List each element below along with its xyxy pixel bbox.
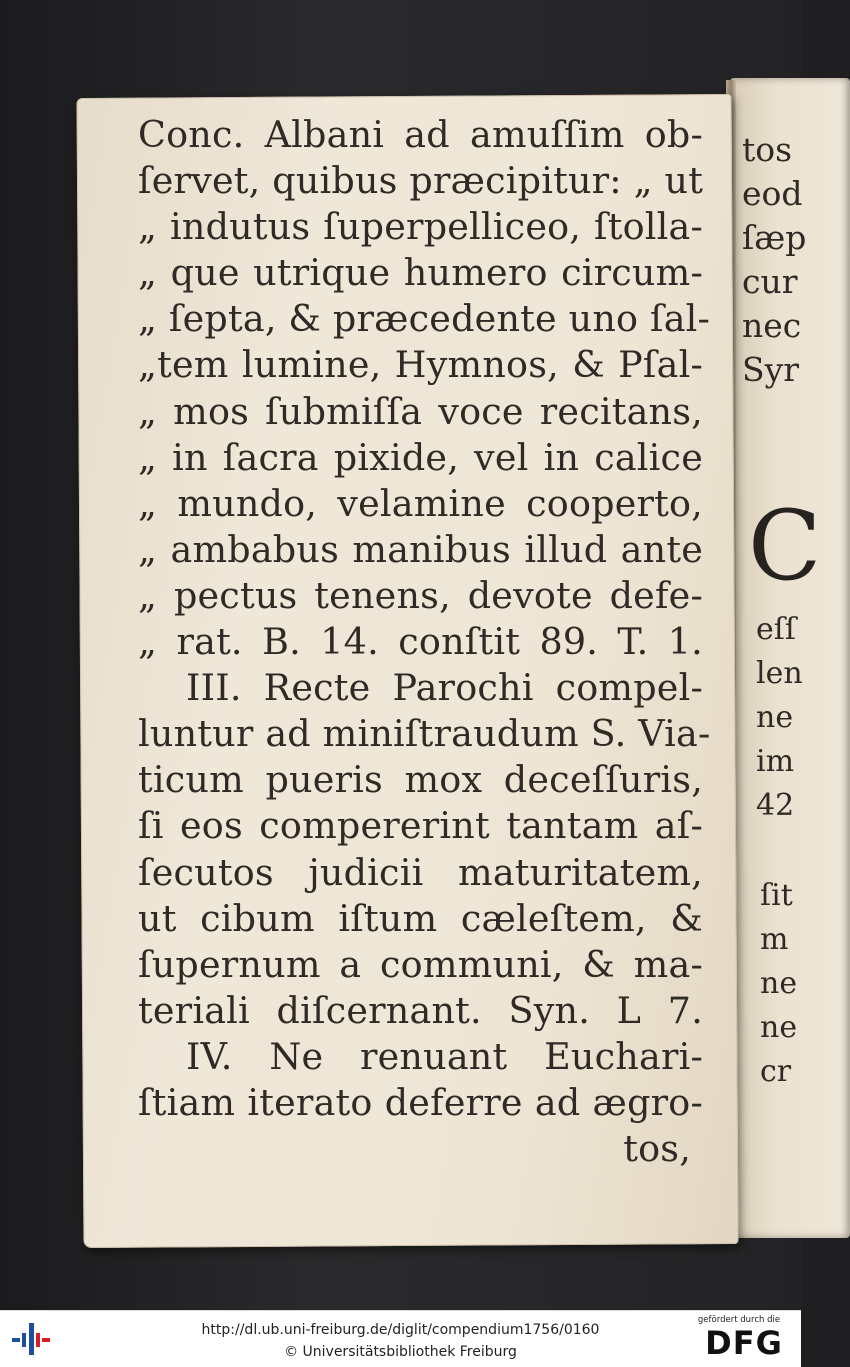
- fragment-line: im: [756, 744, 795, 779]
- catchword: tos,: [623, 1127, 691, 1171]
- left-page-text: [138, 112, 711, 1172]
- fragment-line: eod: [742, 174, 803, 213]
- fragment-line: nec: [742, 306, 802, 345]
- paragraph-start-line: IV. Ne renuant Euchari-: [186, 1034, 703, 1078]
- text-line: ticum pueris mox deceſſuris,: [138, 758, 703, 802]
- fragment-line: 42: [756, 788, 795, 823]
- fragment-line: len: [756, 656, 803, 691]
- copyright-notice: © Universitätsbibliothek Freiburg: [284, 1344, 517, 1360]
- permalink[interactable]: http://dl.ub.uni-freiburg.de/diglit/compendium1756/0160: [201, 1322, 600, 1338]
- text-line: ut cibum iſtum cæleſtem, &: [138, 896, 703, 940]
- text-line: ſervet, quibus præcipitur: „ ut: [138, 159, 704, 203]
- sponsor-caption: gefördert durch die: [697, 1315, 781, 1325]
- dfg-logo: DFG: [705, 1324, 783, 1362]
- text-line: ſecutos judicii maturitatem,: [138, 850, 703, 894]
- text-line: „ in ſacra pixide, vel in calice: [138, 435, 703, 479]
- fragment-line: tos: [742, 130, 793, 169]
- fragment-line: m: [760, 922, 789, 957]
- drop-cap: C: [748, 490, 822, 602]
- text-line: „ pectus tenens, devote defe-: [138, 573, 703, 617]
- viewer-footer: [0, 1310, 801, 1367]
- text-line: „ mos ſubmiſſa voce recitans,: [138, 389, 703, 433]
- text-line: „tem lumine, Hymnos, & Pſal-: [138, 343, 703, 387]
- fragment-line: cr: [760, 1054, 792, 1089]
- text-line: teriali diſcernant. Syn. L 7.: [138, 988, 703, 1032]
- text-line: „ ſepta, & præcedente uno ſal-: [138, 297, 711, 341]
- text-line: „ ambabus manibus illud ante: [138, 527, 703, 571]
- fragment-line: ſæp: [742, 218, 807, 257]
- text-line: „ indutus ſuperpelliceo, ſtolla-: [138, 205, 703, 249]
- fragment-line: eſſ: [756, 612, 796, 647]
- right-page-text-lower: [760, 874, 820, 1094]
- text-line: ſtiam iterato deferre ad ægro-: [138, 1080, 703, 1124]
- paragraph-start-line: III. Recte Parochi compel-: [186, 666, 703, 710]
- fragment-line: ne: [760, 966, 798, 1001]
- text-line: „ mundo, velamine cooperto,: [138, 481, 703, 525]
- text-line: ſi eos compererint tantam aſ-: [138, 804, 703, 848]
- right-page-text-top: [742, 128, 812, 392]
- fragment-line: ſit: [760, 878, 793, 913]
- fragment-line: cur: [742, 262, 798, 301]
- fragment-line: ne: [756, 700, 794, 735]
- text-line: Conc. Albani ad amuſſim ob-: [138, 113, 703, 156]
- text-line: ſupernum a communi, & ma-: [138, 942, 703, 986]
- text-line: „ que utrique humero circum-: [138, 251, 703, 295]
- right-page-text-mid: [756, 608, 816, 828]
- text-line: luntur ad miniſtraudum S. Via-: [138, 712, 711, 756]
- text-line: „ rat. B. 14. conſtit 89. T. 1.: [138, 620, 703, 664]
- fragment-line: ne: [760, 1010, 798, 1045]
- fragment-line: Syr: [742, 350, 800, 389]
